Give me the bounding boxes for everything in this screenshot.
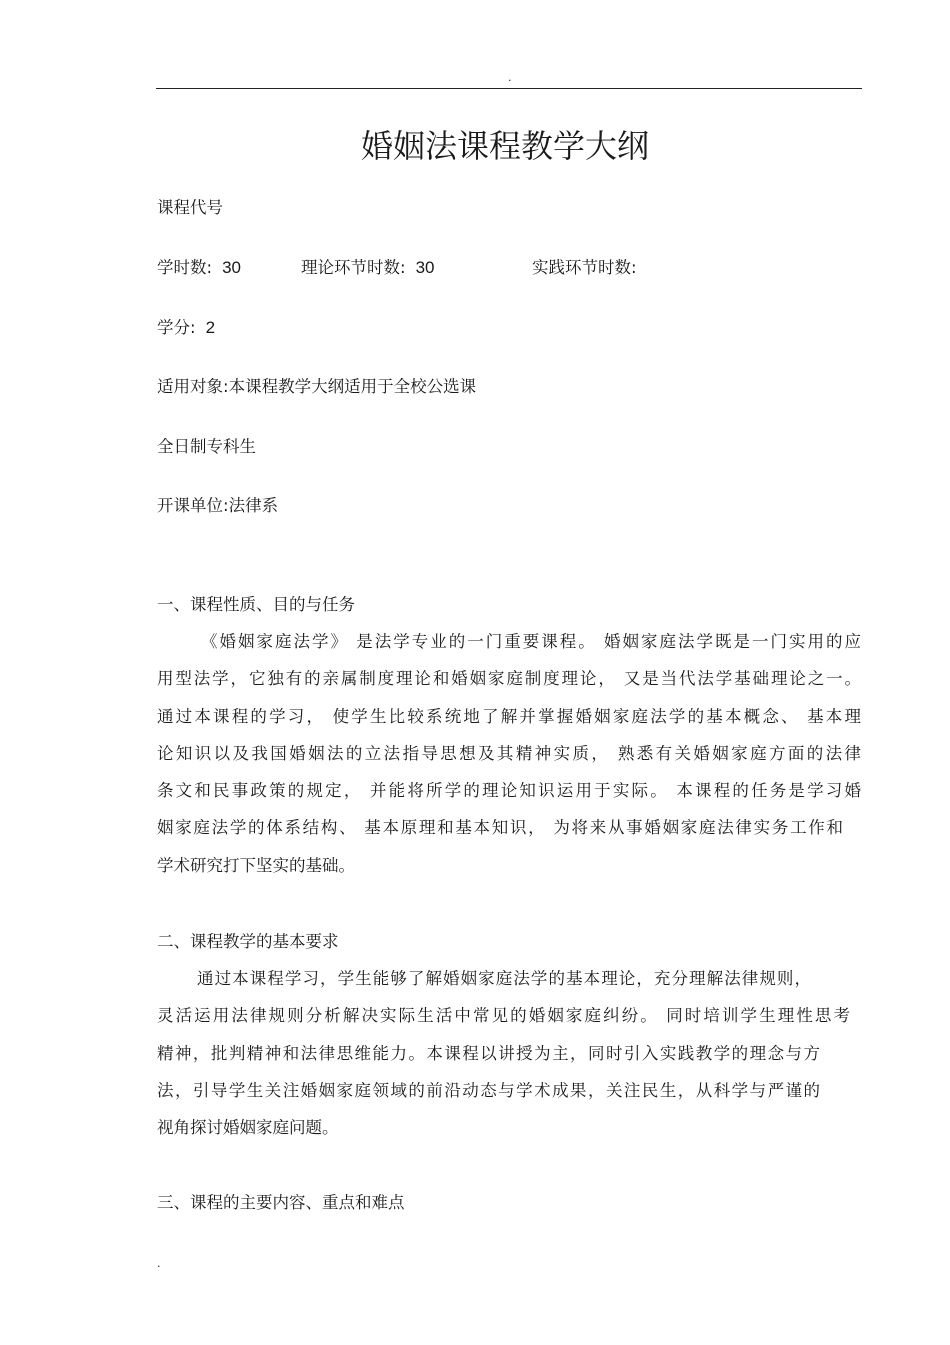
theory-value: 30 [415, 258, 435, 277]
paragraph-line: 姻家庭法学的体系结构、 基本原理和基本知识， 为将来从事婚姻家庭法律实务工作和 [157, 818, 843, 837]
department-value: 法律系 [228, 496, 279, 515]
paragraph-line: 灵活运用法律规则分析解决实际生活中常见的婚姻家庭纠纷。 同时培训学生理性思考 [157, 1006, 850, 1025]
paragraph-line: 学术研究打下坚实的基础。 [157, 856, 355, 875]
hours-row [157, 257, 241, 279]
section-heading: 二、课程教学的基本要求 [157, 932, 339, 951]
header-rule [156, 88, 862, 89]
audience-value: 本课程教学大纲适用于全校公选课 [228, 377, 477, 396]
paragraph-line: 通过本课程学习，学生能够了解婚姻家庭法学的基本理论，充分理解法律规则， [197, 969, 811, 988]
section-heading: 一、课程性质、目的与任务 [157, 595, 355, 614]
audience-continuation: 全日制专科生 [157, 437, 256, 456]
practice-label: 实践环节时数: [532, 258, 637, 277]
hours-value: 30 [222, 258, 241, 277]
paragraph-line: 用型法学，它独有的亲属制度理论和婚姻家庭制度理论， 又是当代法学基础理论之一。 [157, 669, 861, 688]
audience-label: 适用对象: [157, 377, 229, 396]
theory-label: 理论环节时数: [301, 258, 406, 277]
paragraph-line: 法，引导学生关注婚姻家庭领域的前沿动态与学术成果，关注民生，从科学与严谨的 [157, 1081, 820, 1100]
paragraph-line: 精神，批判精神和法律思维能力。本课程以讲授为主，同时引入实践教学的理念与方 [157, 1044, 820, 1063]
credit-label: 学分: [157, 318, 196, 337]
paragraph-line: 视角探讨婚姻家庭问题。 [157, 1118, 339, 1137]
paragraph-line: 《婚姻家庭法学》 是法学专业的一门重要课程。 婚姻家庭法学既是一门实用的应 [201, 632, 861, 651]
paragraph-line: 论知识以及我国婚姻法的立法指导思想及其精神实质， 熟悉有关婚姻家庭方面的法律 [157, 744, 861, 763]
paragraph-line: 通过本课程的学习， 使学生比较系统地了解并掌握婚姻家庭法学的基本概念、 基本理 [157, 707, 861, 726]
page-title: 婚姻法课程教学大纲 [360, 127, 649, 165]
department-label: 开课单位: [157, 496, 229, 515]
hours-label: 学时数: [157, 258, 213, 277]
audience-row [157, 376, 476, 398]
course-code-row [157, 197, 223, 219]
practice-hours [532, 257, 637, 279]
section-heading: 三、课程的主要内容、重点和难点 [157, 1193, 405, 1212]
header-dot: . [508, 71, 512, 84]
credit-row [157, 317, 215, 339]
credit-value: 2 [205, 318, 216, 337]
theory-hours [301, 257, 434, 279]
paragraph-line: 条文和民事政策的规定， 并能将所学的理论知识运用于实际。 本课程的任务是学习婚 [157, 781, 861, 800]
department-row [157, 495, 278, 517]
footer-dot: . [157, 1257, 161, 1270]
course-code-label: 课程代号 [157, 198, 223, 217]
